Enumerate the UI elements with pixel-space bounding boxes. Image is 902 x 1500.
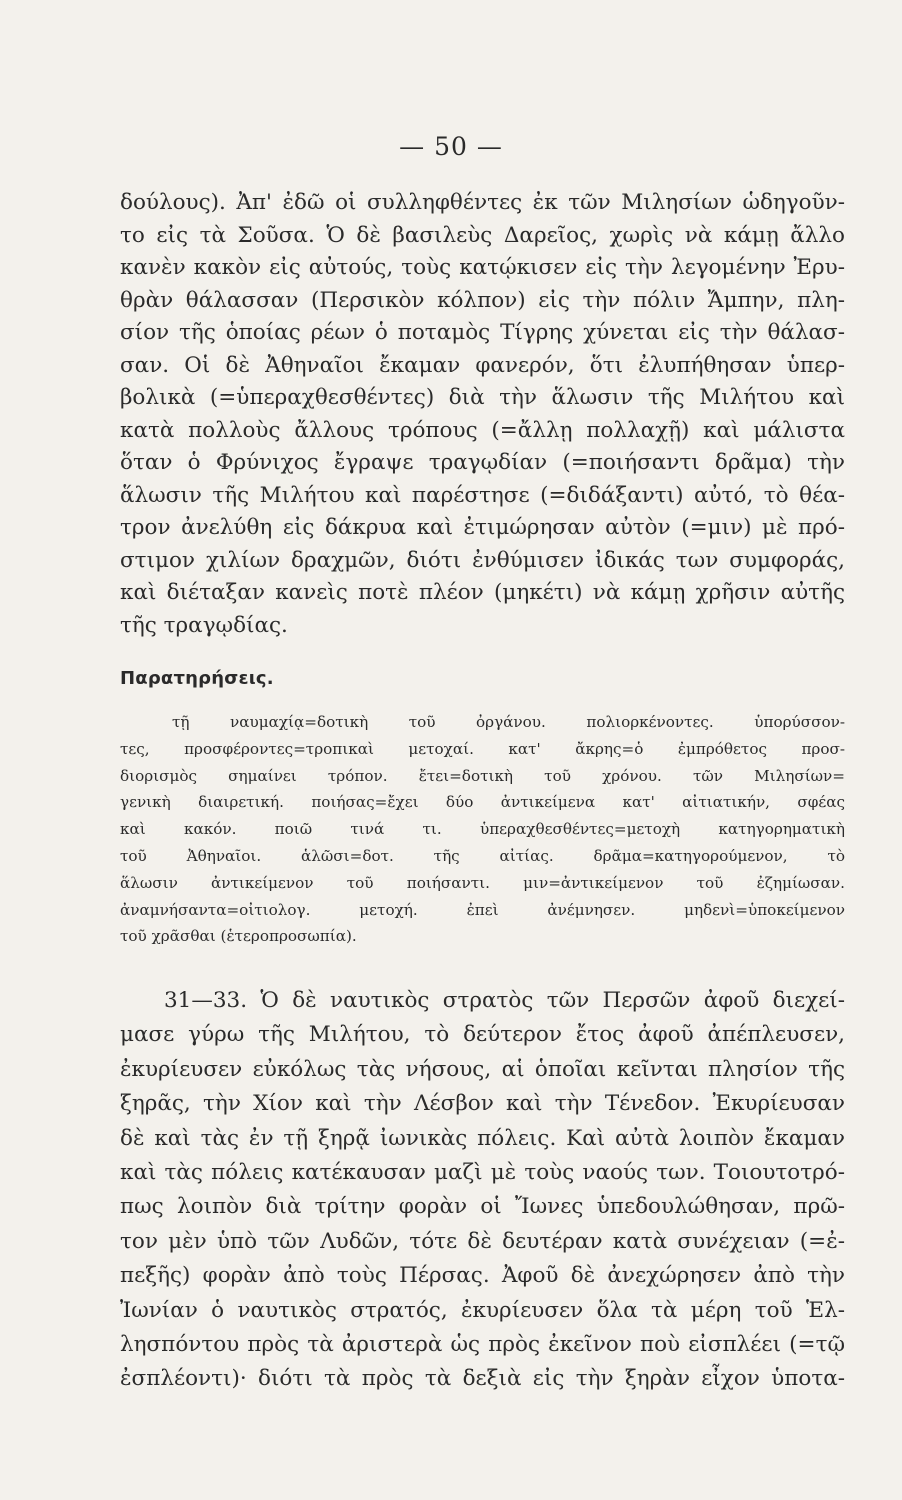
notes-block xyxy=(120,709,845,950)
text-line: θρὰν θάλασσαν (Περσικὸν κόλπον) εἰς τὴν πόλιν Ἄμπην, πλη- xyxy=(120,287,845,313)
text-line: κατὰ πολλοὺς ἄλλους τρόπους (=ἄλλῃ πολλαχῇ) καὶ μάλιστα xyxy=(120,417,845,443)
text-line: σαν. Οἱ δὲ Ἀθηναῖοι ἔκαμαν φανερόν, ὅτι ἐλυπήθησαν ὑπερ- xyxy=(120,352,845,378)
text-line: ὅταν ὁ Φρύνιχος ἔγραψε τραγῳδίαν (=ποιήσαντι δρᾶμα) τὴν xyxy=(120,450,845,475)
text-line: ἐκυρίευσεν εὐκόλως τὰς νήσους, αἱ ὁποῖαι κεῖνται πλησίον τῆς xyxy=(120,1056,845,1082)
text-line: βολικὰ (=ὑπεραχθεσθέντες) διὰ τὴν ἅλωσιν τῆς Μιλήτου καὶ xyxy=(120,385,845,410)
note-line: γενικὴ διαιρετική. ποιήσας=ἔχει δύο ἀντικείμενα κατ' αἰτιατικήν, σφέας xyxy=(120,793,845,812)
note-line: ἀναμνήσαντα=οἰτιολογ. μετοχή. ἐπεὶ ἀνέμνησεν. μηδενὶ=ὑποκείμενον xyxy=(120,900,845,919)
text-line: καὶ τὰς πόλεις κατέκαυσαν μαζὶ μὲ τοὺς ναούς των. Τοιουτοτρό- xyxy=(120,1160,845,1186)
text-line: κανὲν κακὸν εἰς αὐτούς, τοὺς κατῴκισεν εἰς τὴν λεγομένην Ἐρυ- xyxy=(120,255,845,280)
note-line: καὶ κακόν. ποιῶ τινά τι. ὑπεραχθεσθέντες=μετοχὴ κατηγορηματικὴ xyxy=(120,820,845,839)
text-line: σίον τῆς ὁποίας ρέων ὁ ποταμὸς Τίγρης χύνεται εἰς τὴν θάλασ- xyxy=(120,320,845,345)
note-line: τες, προσφέροντες=τροπικαὶ μετοχαί. κατ' ἄκρης=ὁ ἐμπρόθετος προσ- xyxy=(120,739,845,758)
text-line: ἐσπλέοντι)· διότι τὰ πρὸς τὰ δεξιὰ εἰς τὴν ξηρὰν εἶχον ὑποτα- xyxy=(120,1366,845,1392)
note-line: τοῦ χρᾶσθαι (ἑτεροπροσωπία). xyxy=(120,927,357,946)
text-line: 31—33. Ὁ δὲ ναυτικὸς στρατὸς τῶν Περσῶν ἀφοῦ διεχεί- xyxy=(164,988,845,1013)
text-line: λησπόντου πρὸς τὰ ἀριστερὰ ὡς πρὸς ἐκεῖνον ποὺ εἰσπλέει (=τῷ xyxy=(120,1332,845,1358)
note-line: τοῦ Ἀθηναῖοι. ἁλῶσι=δοτ. τῆς αἰτίας. δρᾶμα=κατηγορούμενον, τὸ xyxy=(120,846,845,865)
text-line: ξηρᾶς, τὴν Χίον καὶ τὴν Λέσβον καὶ τὴν Τένεδον. Ἐκυρίευσαν xyxy=(120,1091,845,1117)
text-line: τρον ἀνελύθη εἰς δάκρυα καὶ ἐτιμώρησαν αὐτὸν (=μιν) μὲ πρό- xyxy=(120,515,845,540)
paragraph-1 xyxy=(120,187,845,642)
text-line: καὶ διέταξαν κανεὶς ποτὲ πλέον (μηκέτι) νὰ κάμῃ χρῆσιν αὐτῆς xyxy=(120,580,845,605)
text-line: το εἰς τὰ Σοῦσα. Ὁ δὲ βασιλεὺς Δαρεῖος, χωρὶς νὰ κάμῃ ἄλλο xyxy=(120,222,845,248)
text-line: δὲ καὶ τὰς ἐν τῇ ξηρᾷ ἰωνικὰς πόλεις. Καὶ αὐτὰ λοιπὸν ἔκαμαν xyxy=(120,1125,845,1151)
note-line: ἅλωσιν ἀντικείμενον τοῦ ποιήσαντι. μιν=ἀντικείμενον τοῦ ἐζημίωσαν. xyxy=(120,873,845,892)
text-line: πεξῆς) φορὰν ἀπὸ τοὺς Πέρσας. Ἀφοῦ δὲ ἀνεχώρησεν ἀπὸ τὴν xyxy=(120,1263,845,1289)
text-line: Ἰωνίαν ὁ ναυτικὸς στρατός, ἐκυρίευσεν ὅλα τὰ μέρη τοῦ Ἑλ- xyxy=(120,1297,845,1323)
note-line: διορισμὸς σημαίνει τρόπον. ἔτει=δοτικὴ τοῦ χρόνου. τῶν Μιλησίων= xyxy=(120,766,845,785)
notes-heading: Παρατηρήσεις. xyxy=(120,668,274,689)
text-line: δούλους). Ἀπ' ἐδῶ οἱ συλληφθέντες ἐκ τῶν Μιλησίων ὡδηγοῦν- xyxy=(120,190,845,215)
text-line: πως λοιπὸν διὰ τρίτην φορὰν οἱ Ἴωνες ὑπεδουλώθησαν, πρῶ- xyxy=(120,1194,845,1220)
paragraph-2 xyxy=(120,984,845,1397)
text-line: ἅλωσιν τῆς Μιλήτου καὶ παρέστησε (=διδάξαντι) αὐτό, τὸ θέα- xyxy=(120,482,845,508)
page-number: — 50 — xyxy=(399,132,503,161)
text-line: τῆς τραγῳδίας. xyxy=(120,612,288,638)
text-line: μασε γύρω τῆς Μιλήτου, τὸ δεύτερον ἔτος ἀφοῦ ἀπέπλευσεν, xyxy=(120,1022,845,1048)
text-line: τον μὲν ὑπὸ τῶν Λυδῶν, τότε δὲ δευτέραν κατὰ συνέχειαν (=ἐ- xyxy=(120,1228,845,1254)
text-line: στιμον χιλίων δραχμῶν, διότι ἐνθύμισεν ἰδικάς των συμφοράς, xyxy=(120,547,845,573)
note-line: τῇ ναυμαχίᾳ=δοτικὴ τοῦ ὀργάνου. πολιορκένοντες. ὑπορύσσον- xyxy=(172,713,845,731)
